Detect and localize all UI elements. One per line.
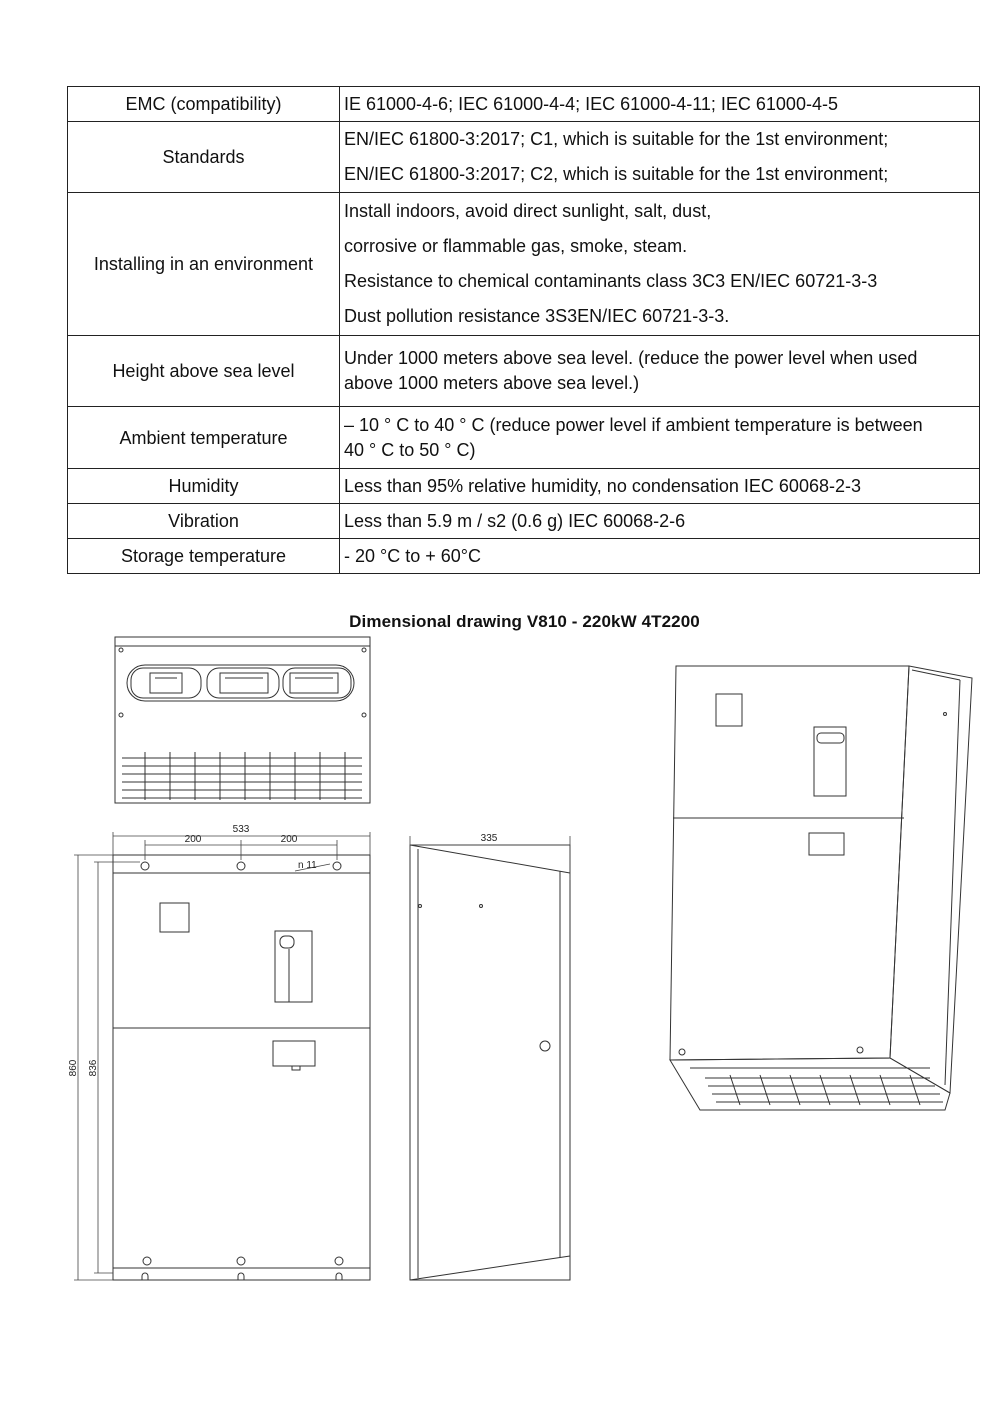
row-label: Installing in an environment <box>68 193 340 336</box>
front-view <box>113 855 370 1280</box>
row-label: Ambient temperature <box>68 407 340 469</box>
value-line: IE 61000-4-6; IEC 61000-4-4; IEC 61000-4-11; IEC 61000-4-5 <box>344 94 838 114</box>
value-line: Under 1000 meters above sea level. (reduce the power level when used <box>344 348 918 368</box>
isometric-view <box>670 666 972 1110</box>
row-label: Vibration <box>68 504 340 539</box>
value-line: - 20 °C to + 60°C <box>344 546 481 566</box>
value-line: EN/IEC 61800-3:2017; C2, which is suitable for the 1st environment; <box>344 164 889 184</box>
row-label: EMC (compatibility) <box>68 87 340 122</box>
top-view <box>115 637 370 803</box>
top-view-vents <box>122 752 362 800</box>
row-label: Storage temperature <box>68 539 340 574</box>
side-view <box>410 845 570 1280</box>
value-line: Less than 5.9 m / s2 (0.6 g) IEC 60068-2-6 <box>344 511 686 531</box>
value-line: 40 ° C to 50 ° C) <box>344 439 476 460</box>
value-line: corrosive or flammable gas, smoke, steam. <box>344 236 688 256</box>
dim-slot: n 11 <box>298 860 317 871</box>
value-line: Less than 95% relative humidity, no condensation IEC 60068-2-3 <box>344 476 861 496</box>
value-line: above 1000 meters above sea level.) <box>344 373 640 393</box>
value-line: Resistance to chemical contaminants class 3C3 EN/IEC 60721-3-3 <box>344 271 878 291</box>
value-line: Install indoors, avoid direct sunlight, salt, dust, <box>344 201 712 221</box>
row-label: Humidity <box>68 469 340 504</box>
dim-overall-width: 533 <box>232 824 250 835</box>
value-line: Dust pollution resistance 3S3EN/IEC 60721-3-3. <box>344 306 730 326</box>
dimension-lines <box>74 832 570 1280</box>
row-label: Height above sea level <box>68 336 340 407</box>
iso-vents <box>705 1075 943 1105</box>
dim-depth: 335 <box>480 833 498 844</box>
value-line: EN/IEC 61800-3:2017; C1, which is suitable for the 1st environment; <box>344 129 889 149</box>
dim-mounting-height: 836 <box>88 1059 99 1077</box>
drawing-title: Dimensional drawing V810 - 220kW 4T2200 <box>349 612 700 631</box>
row-label: Standards <box>68 122 340 193</box>
dim-overall-height: 860 <box>68 1059 79 1077</box>
dim-spacing-right: 200 <box>280 834 298 845</box>
dim-spacing-left: 200 <box>184 834 202 845</box>
value-line: – 10 ° C to 40 ° C (reduce power level if ambient temperature is between <box>344 414 923 435</box>
